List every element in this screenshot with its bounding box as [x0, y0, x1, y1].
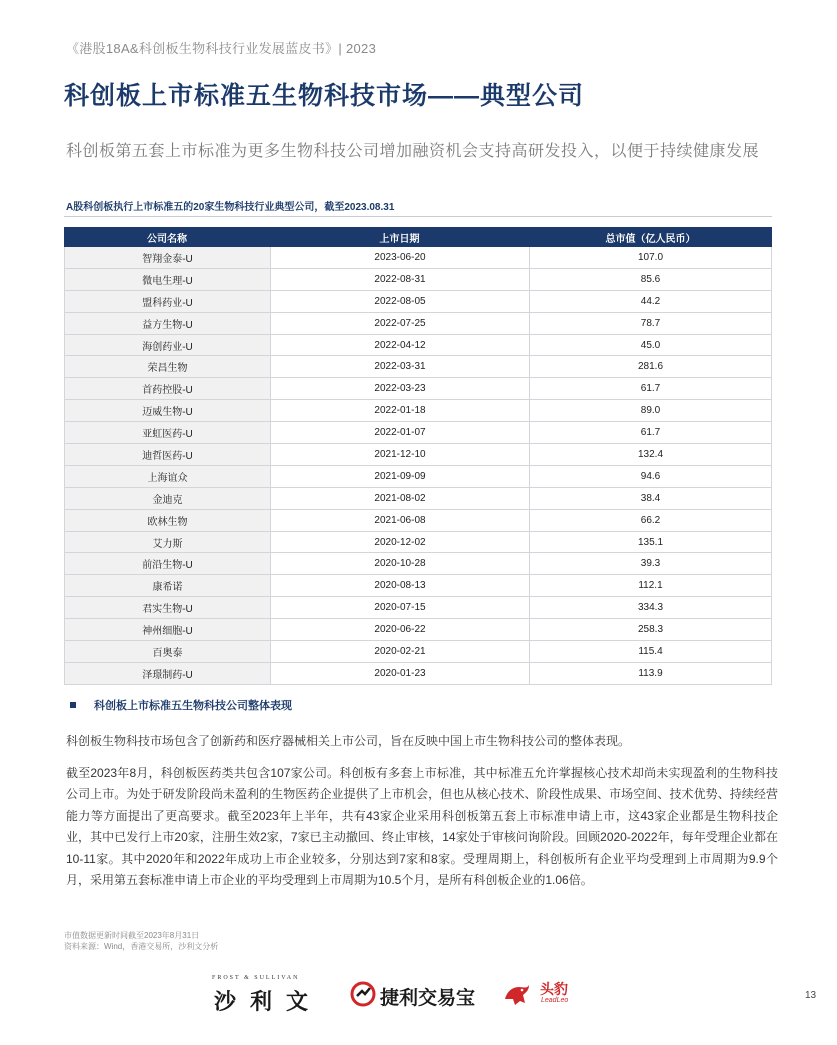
cell-company-name: 迈威生物-U [64, 400, 270, 422]
cell-listing-date: 2020-10-28 [270, 553, 529, 575]
table-row [64, 575, 772, 597]
table-row [64, 335, 772, 357]
cell-market-cap: 132.4 [529, 444, 772, 466]
cell-listing-date: 2020-06-22 [270, 619, 529, 641]
table-row [64, 488, 772, 510]
cell-listing-date: 2020-08-13 [270, 575, 529, 597]
cell-company-name: 神州细胞-U [64, 619, 270, 641]
leadleo-logo-text: 头豹 [540, 981, 568, 997]
table-row [64, 356, 772, 378]
cell-market-cap: 94.6 [529, 466, 772, 488]
cell-company-name: 上海谊众 [64, 466, 270, 488]
cell-market-cap: 39.3 [529, 553, 772, 575]
cell-company-name: 泽璟制药-U [64, 663, 270, 685]
square-bullet-icon [70, 702, 76, 708]
jieli-logo-icon [350, 981, 376, 1007]
cell-market-cap: 334.3 [529, 597, 772, 619]
cell-market-cap: 113.9 [529, 663, 772, 685]
cell-listing-date: 2022-03-23 [270, 378, 529, 400]
cell-market-cap: 38.4 [529, 488, 772, 510]
column-header-listing-date: 上市日期 [270, 227, 529, 247]
cell-company-name: 前沿生物-U [64, 553, 270, 575]
table-row [64, 313, 772, 335]
table-row [64, 553, 772, 575]
cell-company-name: 金迪克 [64, 488, 270, 510]
cell-market-cap: 107.0 [529, 247, 772, 269]
section-heading [70, 697, 292, 713]
column-header-company: 公司名称 [64, 227, 270, 247]
table-row [64, 619, 772, 641]
cell-company-name: 盟科药业-U [64, 291, 270, 313]
cell-company-name: 康希诺 [64, 575, 270, 597]
cell-company-name: 首药控股-U [64, 378, 270, 400]
cell-market-cap: 66.2 [529, 510, 772, 532]
cell-listing-date: 2021-12-10 [270, 444, 529, 466]
cell-company-name: 微电生理-U [64, 269, 270, 291]
table-row [64, 444, 772, 466]
cell-market-cap: 61.7 [529, 378, 772, 400]
cell-market-cap: 112.1 [529, 575, 772, 597]
table-row [64, 378, 772, 400]
cell-company-name: 海创药业-U [64, 335, 270, 357]
table-row [64, 510, 772, 532]
cell-market-cap: 281.6 [529, 356, 772, 378]
jieli-logo-text: 捷利交易宝 [380, 988, 476, 1009]
cell-market-cap: 45.0 [529, 335, 772, 357]
cell-company-name: 益方生物-U [64, 313, 270, 335]
table-caption: A股科创板执行上市标准五的20家生物科技行业典型公司，截至2023.08.31 [66, 202, 395, 213]
cell-listing-date: 2023-06-20 [270, 247, 529, 269]
footnote-source: 资料来源：Wind，香港交易所，沙利文分析 [64, 942, 219, 951]
table-row [64, 641, 772, 663]
cell-company-name: 君实生物-U [64, 597, 270, 619]
footnote-update-time: 市值数据更新时间截至2023年8月31日 [64, 931, 200, 940]
cell-market-cap: 78.7 [529, 313, 772, 335]
table-row [64, 663, 772, 685]
cell-company-name: 迪哲医药-U [64, 444, 270, 466]
cell-listing-date: 2021-08-02 [270, 488, 529, 510]
footnotes [64, 930, 218, 952]
table-row [64, 269, 772, 291]
cell-listing-date: 2022-04-12 [270, 335, 529, 357]
section-heading-text: 科创板上市标准五生物科技公司整体表现 [94, 700, 292, 712]
cell-listing-date: 2022-03-31 [270, 356, 529, 378]
cell-listing-date: 2021-09-09 [270, 466, 529, 488]
body-paragraph-2: 截至2023年8月，科创板医药类共包含107家公司。科创板有多套上市标准，其中标准五允许掌握核心技术却尚未实现盈利的生物科技公司上市。为处于研发阶段尚未盈利的生物医药企业提供了上市机会，但也从核心技术、阶段性成果、市场空间、技术优势、持续经营能力等方面提出了更高要求。截至2023年上半年，共有43家企业采用科创板第五套上市标准申请上市，这43家企业都是生物科技企业，其中已发行上市20家，注册生效2家，7家已主动撤回、终止审核，14家处于审核问询阶段。回顾2020-2022年，每年受理企业都在10-11家。其中2020年和2022年成功上市企业较多，分别达到7家和8家。受理周期上，科创板所有企业平均受理到上市周期为9.9个月，采用第五套标准申请上市企业的平均受理到上市周期为10.5个月，是所有科创板企业的1.06倍。 [66, 766, 778, 888]
cell-market-cap: 135.1 [529, 532, 772, 554]
table-row [64, 291, 772, 313]
table-row [64, 597, 772, 619]
page-number: 13 [805, 990, 817, 1001]
cell-listing-date: 2022-07-25 [270, 313, 529, 335]
table-row [64, 400, 772, 422]
table-row [64, 466, 772, 488]
cell-market-cap: 85.6 [529, 269, 772, 291]
body-paragraph-1: 科创板生物科技市场包含了创新药和医疗器械相关上市公司，旨在反映中国上市生物科技公司的整体表现。 [66, 734, 631, 748]
cell-market-cap: 115.4 [529, 641, 772, 663]
cell-listing-date: 2022-08-05 [270, 291, 529, 313]
column-header-market-cap: 总市值（亿人民币） [529, 227, 772, 247]
table-row [64, 247, 772, 269]
cell-listing-date: 2021-06-08 [270, 510, 529, 532]
cell-listing-date: 2020-01-23 [270, 663, 529, 685]
cell-company-name: 艾力斯 [64, 532, 270, 554]
companies-table [64, 227, 772, 685]
cell-market-cap: 89.0 [529, 400, 772, 422]
caption-divider [64, 216, 772, 217]
cell-market-cap: 258.3 [529, 619, 772, 641]
page-title: 科创板上市标准五生物科技市场——典型公司 [64, 82, 585, 110]
cell-market-cap: 44.2 [529, 291, 772, 313]
page-subtitle: 科创板第五套上市标准为更多生物科技公司增加融资机会支持高研发投入，以便于持续健康发展 [66, 143, 760, 160]
cell-listing-date: 2022-08-31 [270, 269, 529, 291]
cell-listing-date: 2020-12-02 [270, 532, 529, 554]
table-row [64, 422, 772, 444]
cell-company-name: 智翔金泰-U [64, 247, 270, 269]
table-header-row [64, 227, 772, 247]
frost-sullivan-chinese-logo: 沙利文 [214, 989, 323, 1014]
report-header: 《港股18A&科创板生物科技行业发展蓝皮书》| 2023 [66, 41, 377, 56]
cell-company-name: 百奥泰 [64, 641, 270, 663]
cell-listing-date: 2020-07-15 [270, 597, 529, 619]
cell-company-name: 欧林生物 [64, 510, 270, 532]
cell-listing-date: 2022-01-18 [270, 400, 529, 422]
cell-company-name: 荣昌生物 [64, 356, 270, 378]
cell-listing-date: 2020-02-21 [270, 641, 529, 663]
logo-bar [0, 975, 837, 1015]
leadleo-leopard-icon [503, 981, 531, 1007]
cell-company-name: 亚虹医药-U [64, 422, 270, 444]
table-row [64, 532, 772, 554]
leadleo-logo-subtext: LeadLeo [541, 997, 569, 1004]
cell-listing-date: 2022-01-07 [270, 422, 529, 444]
frost-sullivan-wordmark: FROST & SULLIVAN [212, 975, 300, 981]
cell-market-cap: 61.7 [529, 422, 772, 444]
